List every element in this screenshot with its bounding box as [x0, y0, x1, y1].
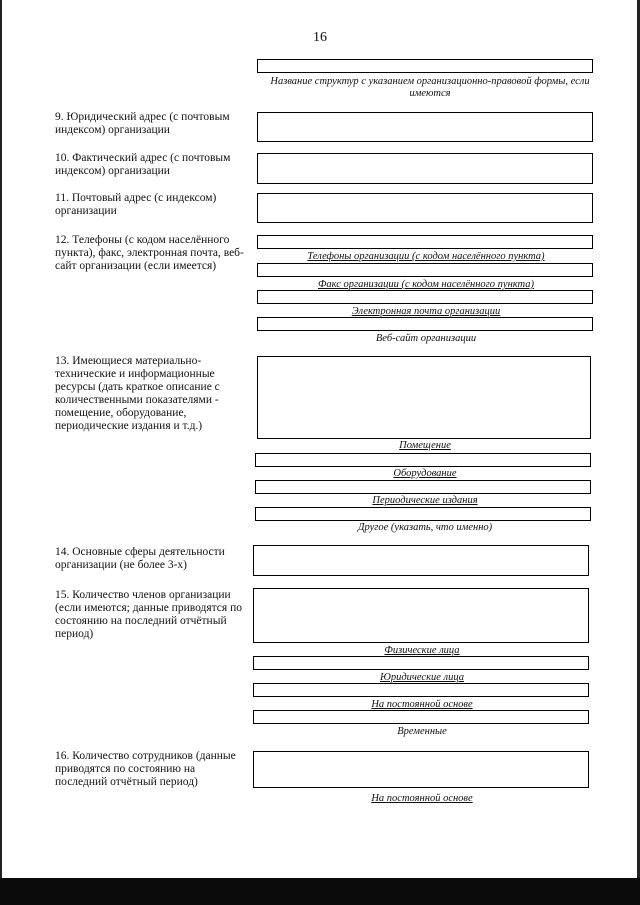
members-permanent-caption: На постоянной основе	[371, 699, 473, 710]
staff-permanent-caption: На постоянной основе	[371, 793, 473, 804]
fax-field[interactable]	[257, 263, 593, 277]
phones-field[interactable]	[257, 235, 593, 249]
legal-address-label: 9. Юридический адрес (с почтовым индексом) организации	[55, 111, 230, 136]
staff-field[interactable]	[253, 751, 589, 788]
periodicals-caption: Периодические издания	[372, 495, 478, 506]
resources-field[interactable]	[257, 356, 591, 439]
website-caption: Веб-сайт организации	[375, 333, 477, 344]
members-field[interactable]	[253, 588, 589, 643]
structures-caption: Название структур с указанием организационно-правовой формы, если имеются	[270, 76, 590, 99]
premises-caption: Помещение	[399, 440, 451, 451]
members-label: 15. Количество членов организации (если имеются; данные приводятся по состоянию на последний отчётный период)	[55, 589, 242, 640]
contacts-label: 12. Телефоны (с кодом населённого пункта), факс, электронная почта, веб-сайт организации (если имеется)	[55, 234, 244, 272]
members-permanent-field[interactable]	[253, 683, 589, 697]
postal-address-field[interactable]	[257, 193, 593, 223]
website-field[interactable]	[257, 317, 593, 331]
equipment-caption: Оборудование	[393, 468, 457, 479]
actual-address-field[interactable]	[257, 153, 593, 184]
scan-bottom-bar	[0, 878, 640, 905]
email-caption: Электронная почта организации	[351, 306, 501, 317]
equipment-field[interactable]	[255, 453, 591, 467]
other-resources-field[interactable]	[255, 507, 591, 521]
page-number: 16	[313, 30, 327, 45]
postal-address-label: 11. Почтовый адрес (с индексом) организации	[55, 192, 217, 217]
email-field[interactable]	[257, 290, 593, 304]
other-resources-caption: Другое (указать, что именно)	[357, 522, 493, 533]
periodicals-field[interactable]	[255, 480, 591, 494]
activity-areas-label: 14. Основные сферы деятельности организации (не более 3-х)	[55, 546, 225, 571]
actual-address-label: 10. Фактический адрес (с почтовым индексом) организации	[55, 152, 231, 177]
members-temporary-field[interactable]	[253, 710, 589, 724]
activity-areas-field[interactable]	[253, 545, 589, 576]
individuals-caption: Физические лица	[384, 645, 460, 656]
structures-field[interactable]	[257, 59, 593, 73]
legal-entities-caption: Юридические лица	[380, 672, 464, 683]
resources-label: 13. Имеющиеся материально-технические и информационные ресурсы (дать краткое описание с количественными показателями - помещение, оборудование, периодические издания и т.д.)	[55, 355, 220, 432]
legal-address-field[interactable]	[257, 112, 593, 142]
scan-left-edge	[0, 0, 2, 878]
members-temporary-caption: Временные	[397, 726, 447, 737]
fax-caption: Факс организации (с кодом населённого пункта)	[317, 279, 535, 290]
phones-caption: Телефоны организации (с кодом населённого пункта)	[307, 251, 545, 262]
legal-entities-field[interactable]	[253, 656, 589, 670]
staff-label: 16. Количество сотрудников (данные приводятся по состоянию на последний отчётный период)	[55, 750, 236, 788]
